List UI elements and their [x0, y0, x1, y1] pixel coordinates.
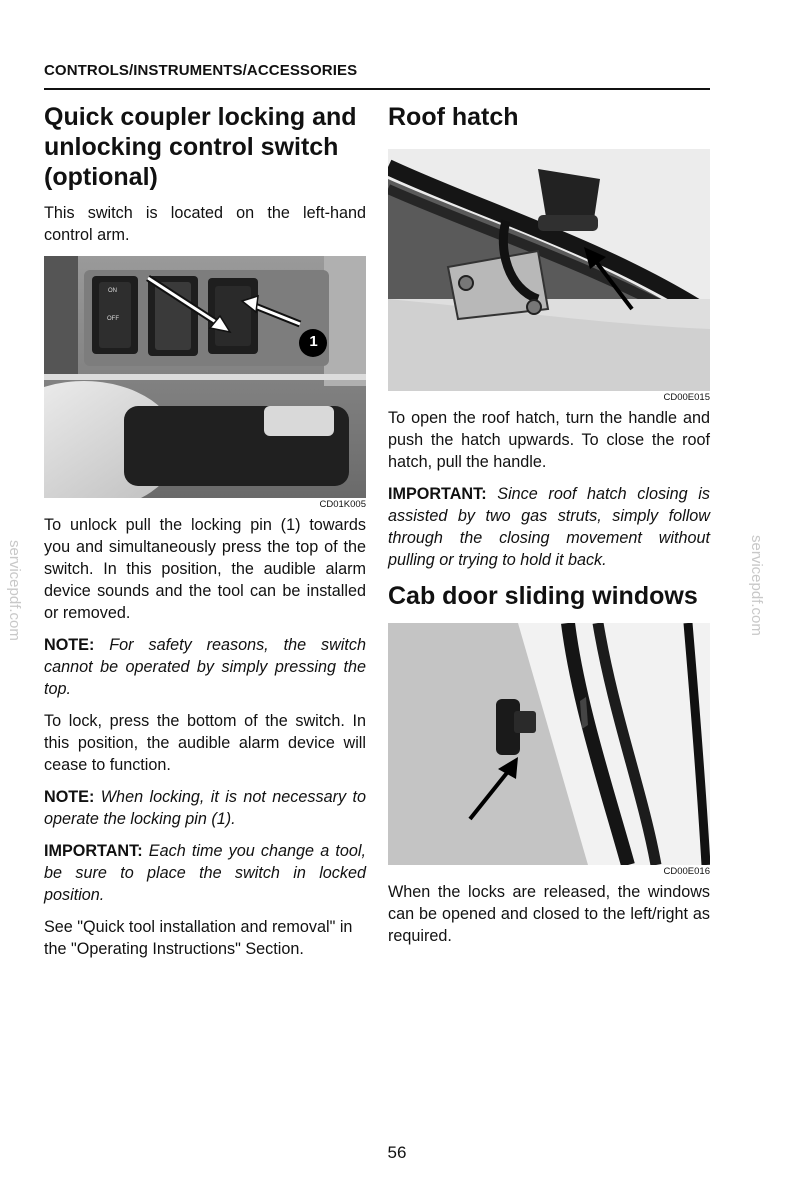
page-number: 56 [387, 1143, 407, 1162]
left-column [44, 102, 366, 970]
important-tool-change [44, 840, 366, 906]
heading-line-2: unlocking control switch [44, 133, 339, 161]
important-label: IMPORTANT: [388, 485, 487, 503]
important-text: Since roof hatch closing is assisted by two gas struts, simply follow through the closing movement without pulling or trying to hold it back. [388, 485, 710, 569]
roof-hatch-heading: Roof hatch [388, 103, 519, 131]
cab-door-heading: Cab door sliding windows [388, 582, 698, 610]
watermark-left: servicepdf.com [6, 540, 23, 641]
roof-hatch-caption: CD00E015 [663, 392, 710, 403]
right-column [388, 102, 710, 957]
unlock-paragraph: To unlock pull the locking pin (1) towards you and simultaneously press the top of the switch. In this position, the audible alarm device sounds and the tool can be installed or removed. [44, 516, 366, 622]
section-header: CONTROLS/INSTRUMENTS/ACCESSORIES [44, 62, 358, 79]
switch-on-label: ON [108, 288, 117, 294]
note-label: NOTE: [44, 636, 95, 654]
switch-illustration [44, 256, 366, 498]
note-safety [44, 634, 366, 700]
lock-paragraph: To lock, press the bottom of the switch. In this position, the audible alarm device will cease to function. [44, 712, 366, 774]
watermark-right: servicepdf.com [748, 535, 765, 636]
note-locking [44, 786, 366, 830]
cab-window-text: When the locks are released, the windows can be opened and closed to the left/right as required. [388, 883, 710, 945]
note-label: NOTE: [44, 788, 95, 806]
important-roof-hatch [388, 483, 710, 571]
important-label: IMPORTANT: [44, 842, 143, 860]
switch-photo [44, 256, 366, 498]
roof-hatch-illustration [388, 149, 710, 391]
callout-1: 1 [309, 333, 318, 350]
important-text: Each time you change a tool, be sure to place the switch in locked position. [44, 842, 366, 904]
roof-hatch-text: To open the roof hatch, turn the handle and push the hatch upwards. To close the roof hatch, pull the handle. [388, 409, 710, 471]
heading-line-1: Quick coupler locking and [44, 103, 357, 131]
quick-coupler-heading [44, 102, 366, 192]
note-text: When locking, it is not necessary to operate the locking pin (1). [44, 788, 366, 828]
roof-hatch-photo [388, 149, 710, 391]
note-text: For safety reasons, the switch cannot be operated by simply pressing the top. [44, 636, 366, 698]
switch-off-label: OFF [107, 316, 119, 322]
cab-window-photo [388, 623, 710, 865]
cab-window-caption: CD00E016 [663, 866, 710, 877]
see-also-paragraph: See "Quick tool installation and removal" in the "Operating Instructions" Section. [44, 918, 353, 958]
intro-paragraph: This switch is located on the left-hand control arm. [44, 204, 366, 244]
header-rule [44, 88, 710, 90]
heading-line-3: (optional) [44, 163, 158, 191]
cab-window-illustration [388, 623, 710, 865]
switch-photo-caption: CD01K005 [319, 499, 366, 510]
